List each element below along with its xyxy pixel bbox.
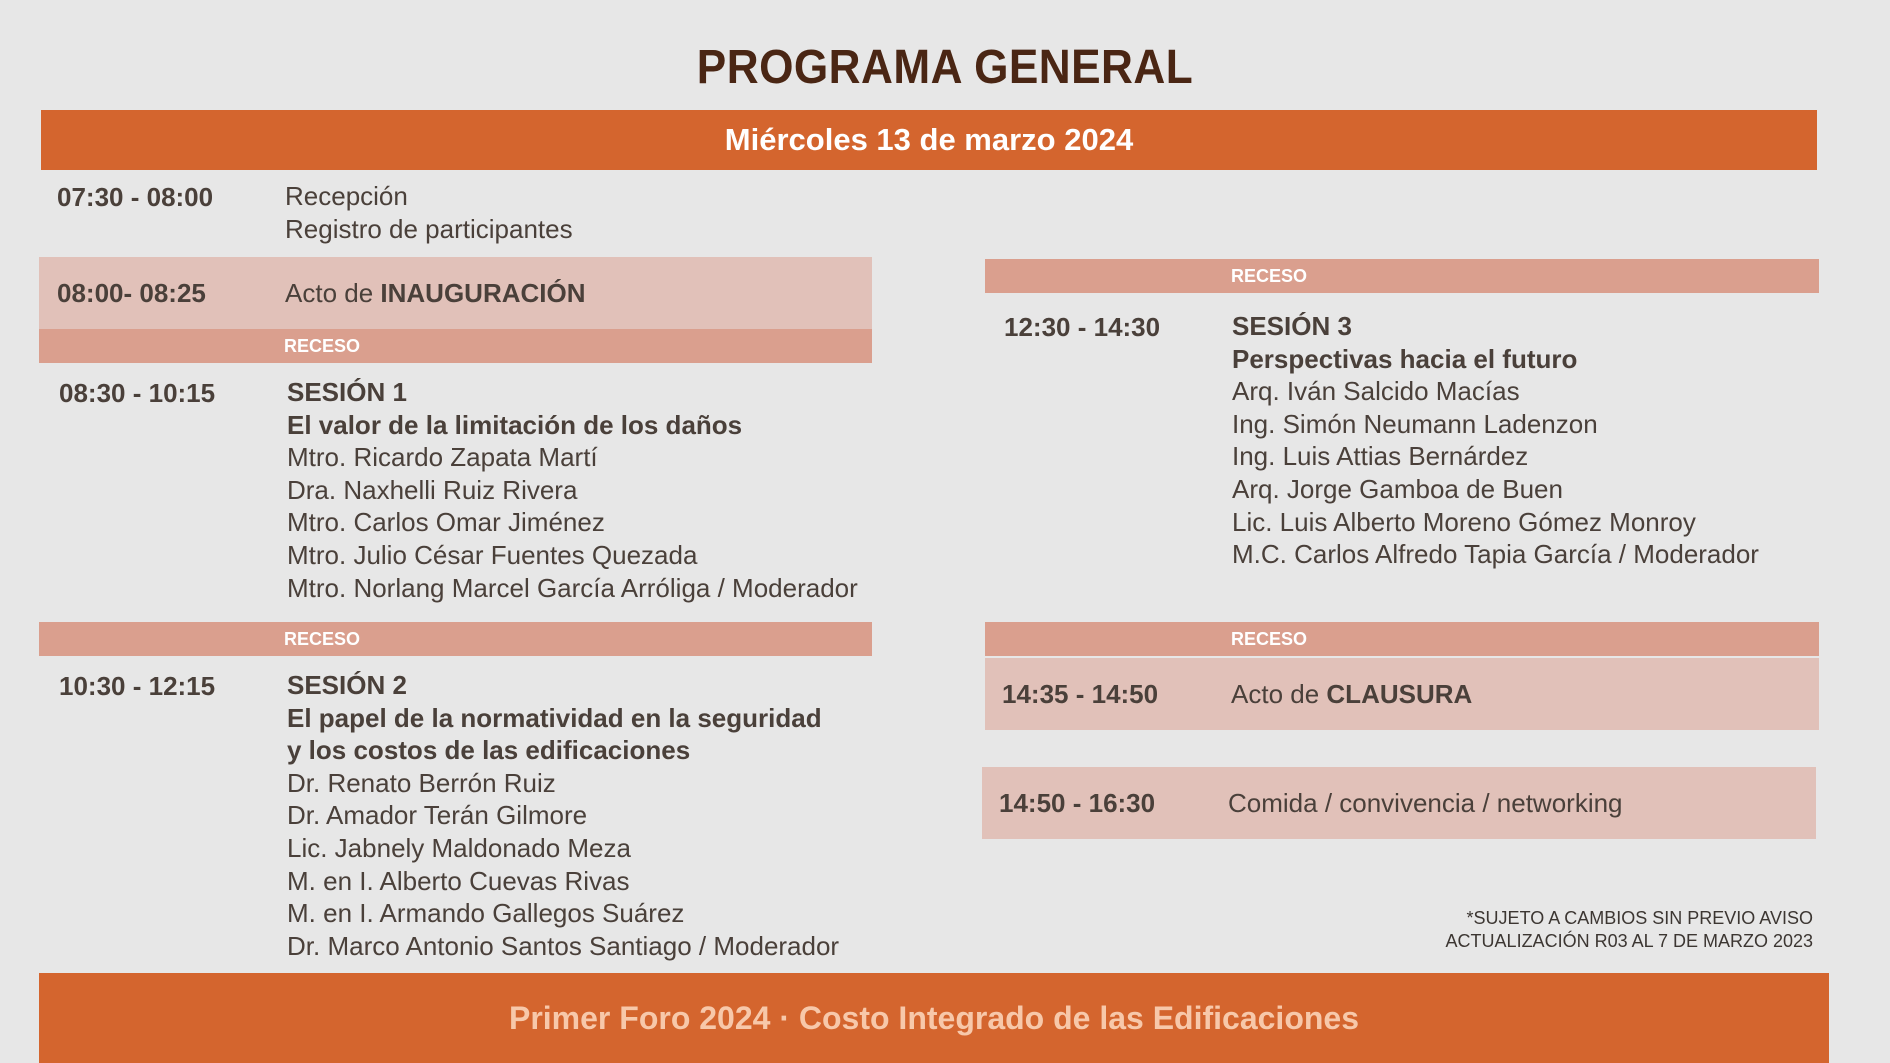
note-line: *SUJETO A CAMBIOS SIN PREVIO AVISO bbox=[1466, 908, 1813, 928]
session-2-subtitle: y los costos de las edificaciones bbox=[287, 735, 691, 766]
note-line: ACTUALIZACIÓN R03 AL 7 DE MARZO 2023 bbox=[1445, 931, 1813, 951]
session-3-subtitle: Perspectivas hacia el futuro bbox=[1232, 343, 1578, 374]
speaker: Lic. Luis Alberto Moreno Gómez Monroy bbox=[1232, 506, 1696, 537]
speaker: M. en I. Armando Gallegos Suárez bbox=[287, 898, 685, 929]
closing-bold: CLAUSURA bbox=[1326, 678, 1473, 709]
inauguration-bold: INAUGURACIÓN bbox=[380, 277, 586, 308]
session-3-content bbox=[1232, 310, 1759, 571]
speaker: Arq. Iván Salcido Macías bbox=[1232, 376, 1520, 407]
meal-text: Comida / convivencia / networking bbox=[1228, 787, 1623, 818]
recess-bar bbox=[985, 259, 1819, 293]
speaker: Mtro. Julio César Fuentes Quezada bbox=[287, 539, 698, 570]
page-title: PROGRAMA GENERAL bbox=[696, 41, 1194, 94]
speaker: Ing. Luis Attias Bernárdez bbox=[1232, 441, 1529, 472]
reception-lines bbox=[285, 180, 573, 245]
footer-text: Primer Foro 2024 · Costo Integrado de las Edificaciones bbox=[508, 999, 1359, 1036]
inauguration-prefix: Acto de bbox=[285, 277, 381, 308]
disclaimer-notes bbox=[1446, 907, 1813, 953]
speaker: Dr. Marco Antonio Santos Santiago / Moderador bbox=[287, 930, 840, 961]
recess-label: RECESO bbox=[1231, 266, 1308, 286]
session-3-time: 12:30 - 14:30 bbox=[1004, 312, 1161, 342]
session-1-heading: SESIÓN 1 bbox=[287, 377, 407, 407]
speaker: Lic. Jabnely Maldonado Meza bbox=[287, 832, 631, 863]
session-2-heading: SESIÓN 2 bbox=[287, 670, 407, 700]
speaker: Dr. Amador Terán Gilmore bbox=[287, 800, 588, 831]
recess-label: RECESO bbox=[1231, 629, 1308, 649]
recess-bar bbox=[985, 622, 1819, 656]
date-banner bbox=[41, 110, 1817, 170]
recess-bar bbox=[39, 622, 872, 656]
session-2-subtitle: El papel de la normatividad en la seguridad bbox=[287, 702, 822, 733]
session-3-heading: SESIÓN 3 bbox=[1232, 311, 1352, 341]
speaker: Ing. Simón Neumann Ladenzon bbox=[1232, 408, 1598, 439]
reception-line: Registro de participantes bbox=[285, 213, 573, 244]
meal-time: 14:50 - 16:30 bbox=[999, 787, 1156, 818]
inauguration-time: 08:00- 08:25 bbox=[57, 277, 206, 308]
session-1-content bbox=[287, 376, 858, 604]
reception-time: 07:30 - 08:00 bbox=[57, 182, 214, 212]
speaker: Mtro. Norlang Marcel García Arróliga / Moderador bbox=[287, 572, 858, 603]
speaker: Dra. Naxhelli Ruiz Rivera bbox=[287, 474, 578, 505]
speaker: Dr. Renato Berrón Ruiz bbox=[287, 767, 556, 798]
speaker: M.C. Carlos Alfredo Tapia García / Moderador bbox=[1232, 539, 1759, 570]
recess-bar bbox=[39, 329, 872, 363]
recess-label: RECESO bbox=[284, 336, 361, 356]
closing-row bbox=[985, 658, 1819, 730]
reception-line: Recepción bbox=[285, 181, 408, 211]
date-text: Miércoles 13 de marzo 2024 bbox=[724, 122, 1134, 157]
speaker: Arq. Jorge Gamboa de Buen bbox=[1232, 473, 1563, 504]
closing-time: 14:35 - 14:50 bbox=[1002, 678, 1159, 709]
footer-banner bbox=[39, 973, 1829, 1063]
speaker: Mtro. Carlos Omar Jiménez bbox=[287, 507, 605, 538]
recess-label: RECESO bbox=[284, 629, 361, 649]
session-1-subtitle: El valor de la limitación de los daños bbox=[287, 409, 743, 440]
speaker: Mtro. Ricardo Zapata Martí bbox=[287, 442, 598, 473]
inauguration-text bbox=[285, 277, 586, 310]
session-2-time: 10:30 - 12:15 bbox=[59, 671, 216, 701]
inauguration-row bbox=[39, 257, 872, 329]
speaker: M. en I. Alberto Cuevas Rivas bbox=[287, 865, 630, 896]
session-1-time: 08:30 - 10:15 bbox=[59, 378, 216, 408]
closing-prefix: Acto de bbox=[1231, 678, 1327, 709]
meal-row bbox=[982, 767, 1816, 839]
session-2-content bbox=[287, 669, 839, 962]
closing-text bbox=[1231, 678, 1472, 711]
